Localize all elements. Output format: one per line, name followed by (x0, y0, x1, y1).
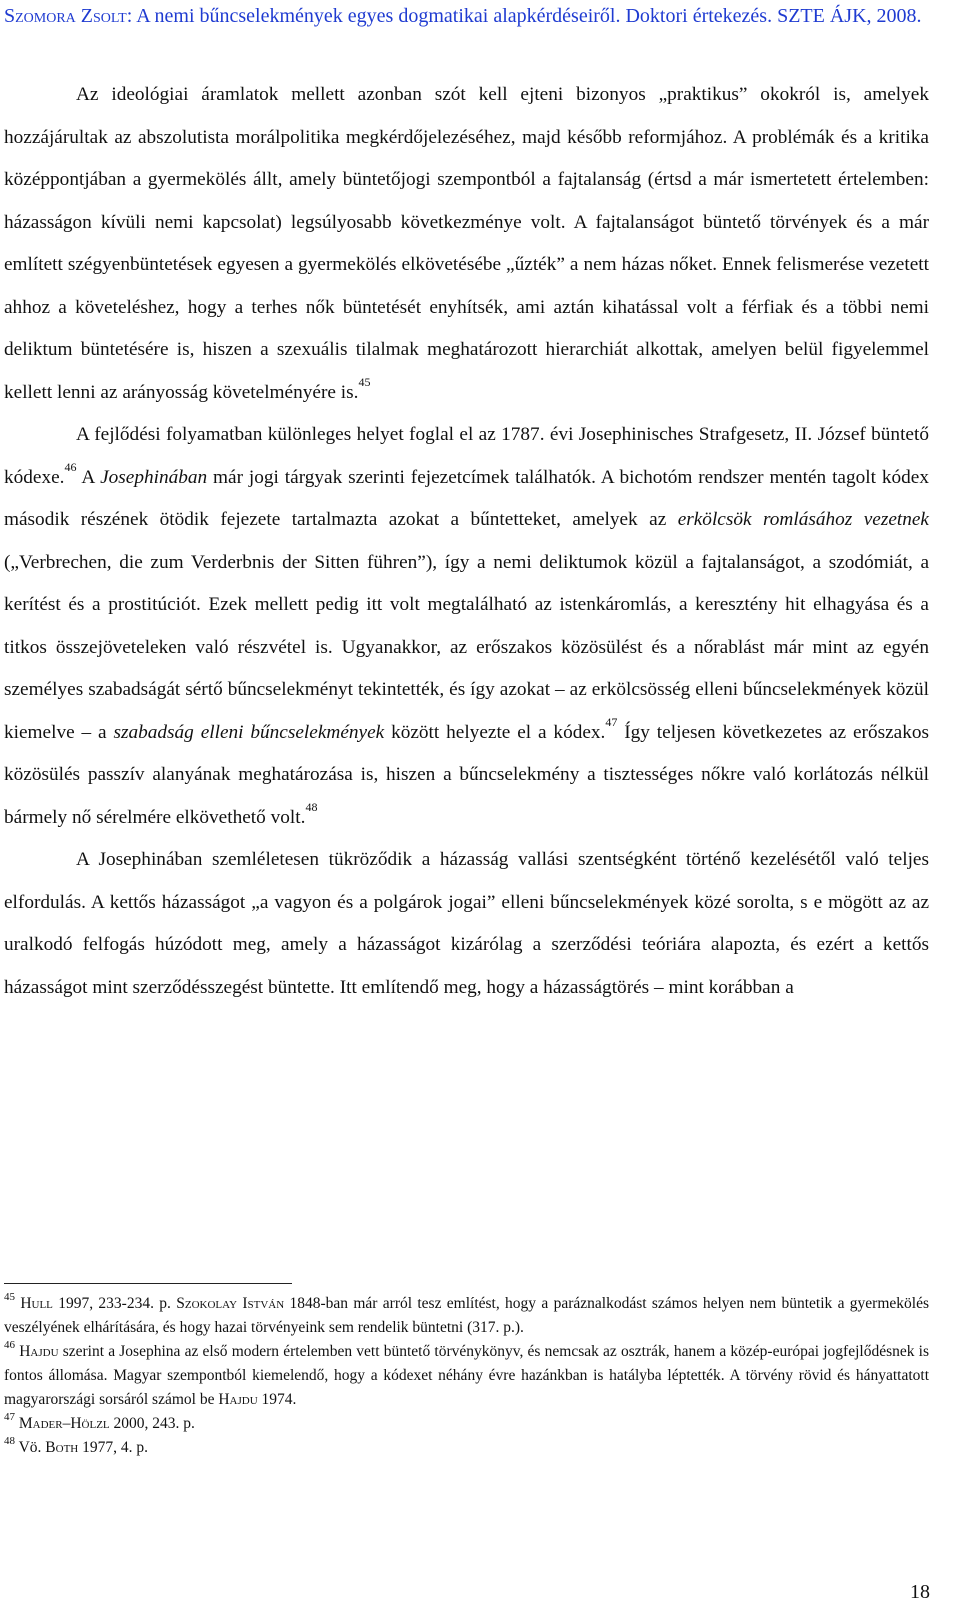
footnote-text: Vö. (15, 1439, 46, 1456)
footnote-text: 1974. (257, 1391, 297, 1408)
footnote-author: Hull (20, 1295, 53, 1312)
paragraph-3 (4, 839, 929, 1009)
paragraph-2-italic-szabadsag: szabadság elleni bűncselekmények (113, 721, 385, 743)
paragraph-2-italic-erkolcsok: erkölcsök romlásához vezetnek (677, 509, 929, 530)
footnote-47 (4, 1412, 929, 1436)
footnote-author: Mader–Hölzl (18, 1415, 110, 1432)
footnote-ref-47[interactable]: 47 (605, 715, 618, 730)
footnote-text: 1997, 233-234. p. (52, 1295, 177, 1312)
footnotes (4, 1292, 929, 1460)
footnote-author: Hajdu (218, 1391, 258, 1408)
footnote-ref-46[interactable]: 46 (64, 460, 77, 475)
paragraph-2-text-f: Így teljesen következetes az erőszakos közösülés passzív alanyának meghatározása is, hiszen a bűncselekmény a tisztességes nőkre való korlátozás nélkül bármely nő sérelmére elkövethető volt. (4, 721, 930, 828)
footnote-author: Both (45, 1439, 79, 1456)
paragraph-2 (4, 414, 929, 839)
paragraph-1-text: Az ideológiai áramlatok mellett azonban szót kell ejteni bizonyos „praktikus” okokról is, amelyek hozzájárultak az abszolutista morálpolitika megkérdőjelezéséhez, majd később reformjához. A problémák és a kritika középpontjában a gyermekölés állt, amely büntetőjogi szempontból a fajtalanság (értsd a már ismertetett értelemben: házasságon kívüli nemi kapcsolat) legsúlyosabb következménye volt. A fajtalanságot büntető törvények és a már említett szégyenbüntetések egyesen a gyermekölés elkövetésébe „űzték” a nem házas nőket. Ennek felismerése vezetett ahhoz a követeléshez, hogy a terhes nők büntetését enyhítsék, ami aztán kihatással volt a férfiak és a többi nemi deliktum büntetésére is, hiszen a szexuális tilalmak meghatározott hierarchiát alkottak, amelyen belül figyelemmel kellett lenni az arányosság követelményére is. (4, 84, 929, 403)
paragraph-3-text: A Josephinában szemléletesen tükröződik a házasság vallási szentségként történő kezelésétől való teljes elfordulás. A kettős házasságot „a vagyon és a polgárok jogai” elleni bűncselekmények közé sorolta, s e mögött az az uralkodó felfogás húzódott meg, amely a házasságot kizárólag a szerződési teóriára alapozta, és ezért a kettős házasságot mint szerződésszegést büntette. Itt említendő meg, hogy a házasságtörés – mint korábban a (4, 849, 929, 998)
footnote-author: Hajdu (19, 1343, 59, 1360)
footnote-number: 45 (4, 1290, 15, 1303)
footnote-text: 1848-ban már arról tesz említést, hogy a paráznalkodást számos helyen nem büntetik a gyermekölés veszélyének elhárítására, és hogy hazai törvényeink sem rendelik büntetni (317. p.). (4, 1295, 929, 1336)
main-text (4, 74, 929, 1009)
paragraph-2-text-a: A fejlődési folyamatban különleges helyet foglal el az 1787. évi Josephinisches Strafgesetz, II. József büntető kódexe. (4, 424, 929, 488)
footnote-number: 46 (4, 1338, 15, 1351)
footnote-48 (4, 1436, 929, 1460)
paragraph-2-text-d: („Verbrechen, die zum Verderbnis der Sitten führen”), így a nemi deliktumok közül a fajtalanságot, a szodómiát, a kerítést és a prostitúciót. Ezek mellett pedig itt volt megtalálható az istenkáromlás, a keresztény hit elhagyása és a titkos összejöveteleken való részvétel is. Ugyanakkor, az erőszakos közösülést és a nőrablást már mint az egyén személyes szabadságát sértő bűncselekményt tekintették, és így azokat – az erkölcsösség elleni bűncselekmények közül kiemelve – a (4, 551, 929, 743)
footnote-text: 2000, 243. p. (109, 1415, 195, 1432)
footnote-number: 48 (4, 1434, 15, 1447)
page-number: 18 (910, 1581, 930, 1603)
footnote-text: szerint a Josephina az első modern értelemben vett büntető törvénykönyv, és nemcsak az osztrák, hanem a közép-európai jogfejlődésnek is fontos állomása. Magyar szempontból kiemelendő, hogy a kódexet néhány évre hazánkban is hatályba léptették. A törvény rövid és hányattatott magyarországi sorsáról számol be (4, 1343, 930, 1408)
footnote-number: 47 (4, 1410, 15, 1423)
paragraph-2-text-c: már jogi tárgyak szerinti fejezetcímek találhatók. A bichotóm rendszer mentén tagolt kódex második részének ötödik fejezete tartalmazta azokat a bűntetteket, amelyek az (4, 466, 929, 530)
footnote-ref-48[interactable]: 48 (305, 800, 318, 815)
header-title: : A nemi bűncselekmények egyes dogmatikai alapkérdéseiről. Doktori értekezés. SZTE ÁJK, 2008. (126, 5, 922, 27)
footnote-45 (4, 1292, 929, 1340)
footnote-separator (4, 1283, 292, 1284)
paragraph-2-text-e: között helyezte el a kódex. (384, 721, 606, 743)
header-author: Szomora Zsolt (4, 5, 127, 27)
paragraph-1 (4, 74, 929, 414)
paragraph-2-text-b: A (76, 466, 101, 488)
paragraph-2-italic-josephina: Josephinában (100, 466, 208, 488)
footnote-text: 1977, 4. p. (78, 1439, 148, 1456)
running-header (4, 2, 944, 30)
footnote-ref-45[interactable]: 45 (358, 375, 371, 390)
footnote-author: Szokolay István (176, 1295, 285, 1312)
footnote-46 (4, 1340, 929, 1412)
